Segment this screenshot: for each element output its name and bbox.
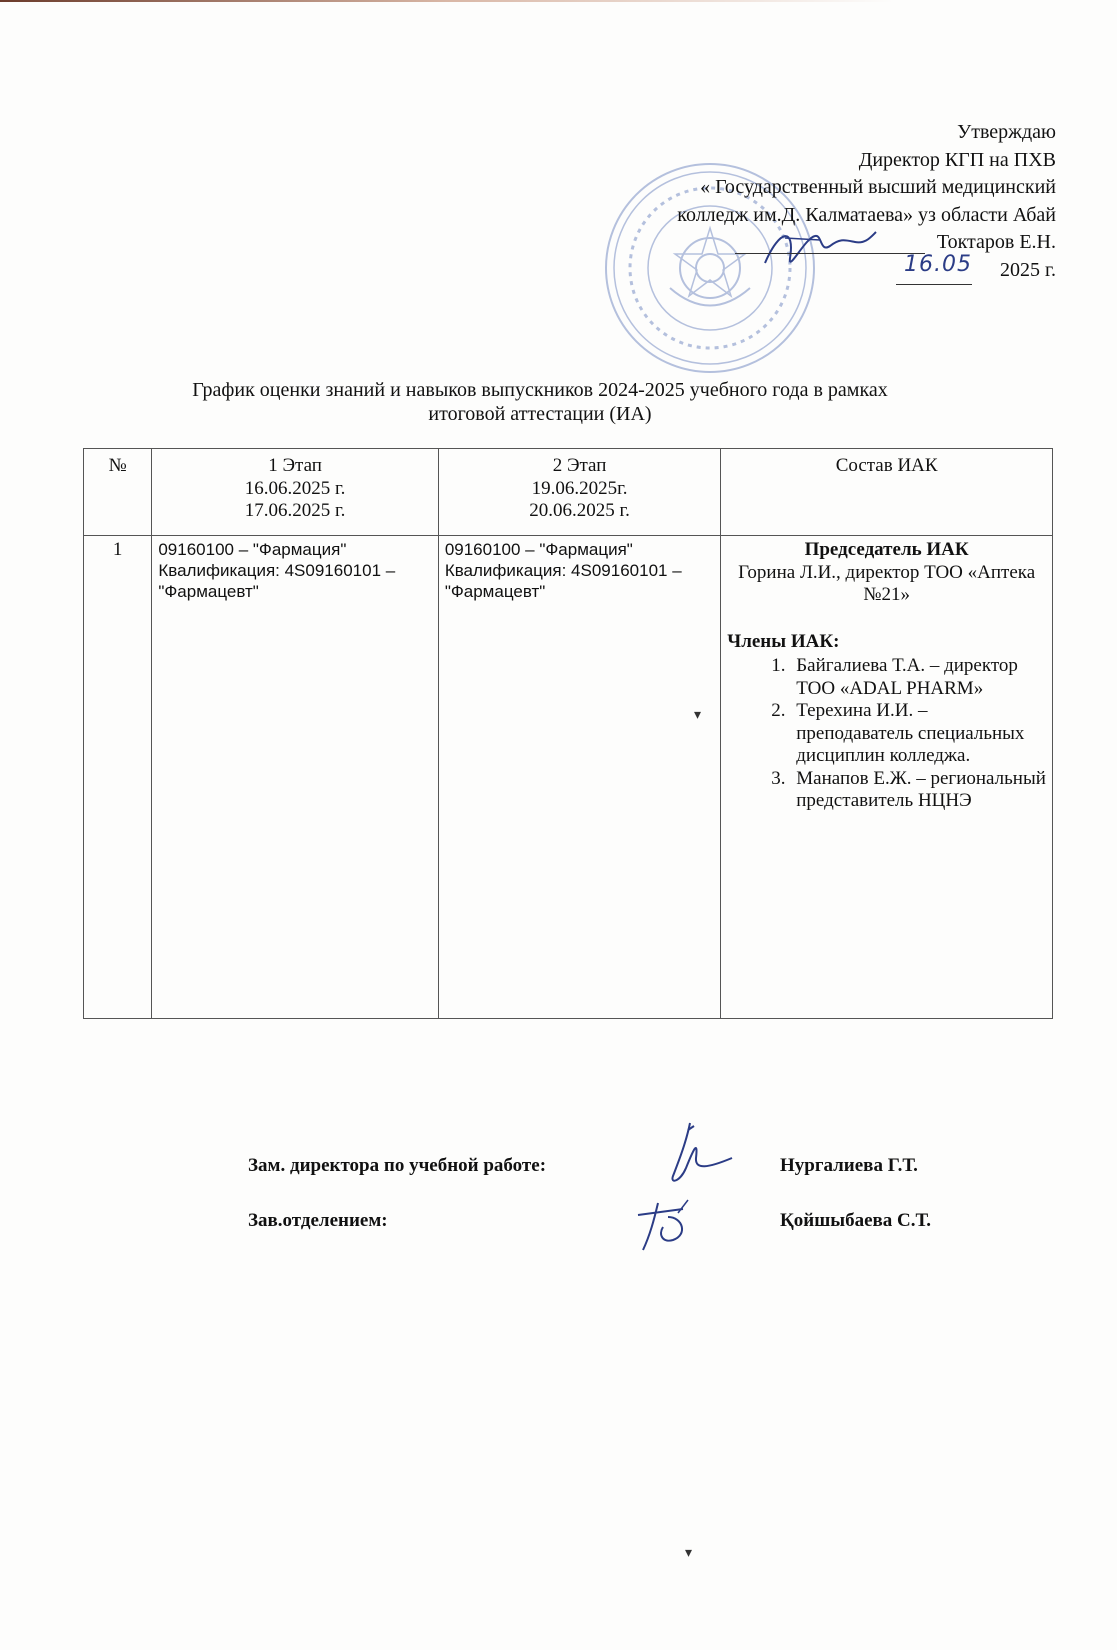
approval-line-3: « Государственный высший медицинский [700,176,1056,198]
approval-line-4: колледж им.Д. Калматаева» уз области Абай [677,203,1056,226]
mark-icon: ▾ [694,707,702,723]
mark-icon: ▾ [685,1545,693,1561]
approval-line-1: Утверждаю [957,121,1056,143]
header-stage1-date2: 17.06.2025 г. [244,500,346,521]
chair-name: Горина Л.И., директор ТОО «Аптека №21» [738,561,1036,605]
approval-block [536,119,1056,285]
header-commission: Состав ИАК [721,449,1053,536]
row-stage2: 09160100 – "Фармация" Квалификация: 4S09160101 – "Фармацевт" [438,536,720,1019]
head-role: Зав.отделением: [248,1210,388,1231]
row-num: 1 [84,536,152,1019]
members-list [727,655,1046,813]
list-item: 3. Манапов Е.Ж. – региональный представитель НЦНЭ [790,768,1046,813]
table-row [84,536,1053,1019]
approval-line-2: Директор КГП на ПХВ [858,148,1056,171]
schedule-table [83,448,1053,1019]
deputy-signature [668,1118,738,1188]
row-commission [721,536,1053,1019]
row-stage1: 09160100 – "Фармация" Квалификация: 4S09160101 – "Фармацевт" [152,536,438,1019]
header-stage2-date1: 19.06.2025г. [531,477,628,499]
approval-year: 2025 г. [1000,258,1056,281]
approval-date [536,251,1056,286]
header-stage2-date2: 20.06.2025 г. [529,500,630,521]
approval-line-5: Токтаров Е.Н. [936,231,1056,253]
handwritten-date: 16.05 [904,251,973,277]
header-stage2-title: 2 Этап [552,455,607,476]
header-stage2 [438,449,720,536]
top-edge-line [0,0,1117,2]
list-item: 2. Терехина И.И. – преподаватель специальных дисциплин колледжа. [790,700,1046,768]
members-heading: Члены ИАК: [727,630,840,652]
table-header-row [84,449,1053,536]
list-item: 1. Байгалиева Т.А. – директор ТОО «ADAL PHARM» [790,655,1046,700]
document-title [120,378,960,426]
header-stage1 [152,449,438,536]
header-stage1-title: 1 Этап [268,455,322,476]
chair-heading: Председатель ИАК [804,539,969,560]
head-name: Қойшыбаева С.Т. [780,1210,932,1231]
title-line-1: График оценки знаний и навыков выпускников 2024-2025 учебного года в рамках [192,379,888,401]
header-num: № [84,449,152,536]
deputy-name: Нургалиева Г.Т. [780,1155,918,1176]
date-blank [896,251,973,286]
header-stage1-date1: 16.06.2025 г. [244,477,346,499]
title-line-2: итоговой аттестации (ИА) [428,403,652,425]
head-signature [628,1195,713,1255]
deputy-role: Зам. директора по учебной работе: [248,1155,547,1176]
